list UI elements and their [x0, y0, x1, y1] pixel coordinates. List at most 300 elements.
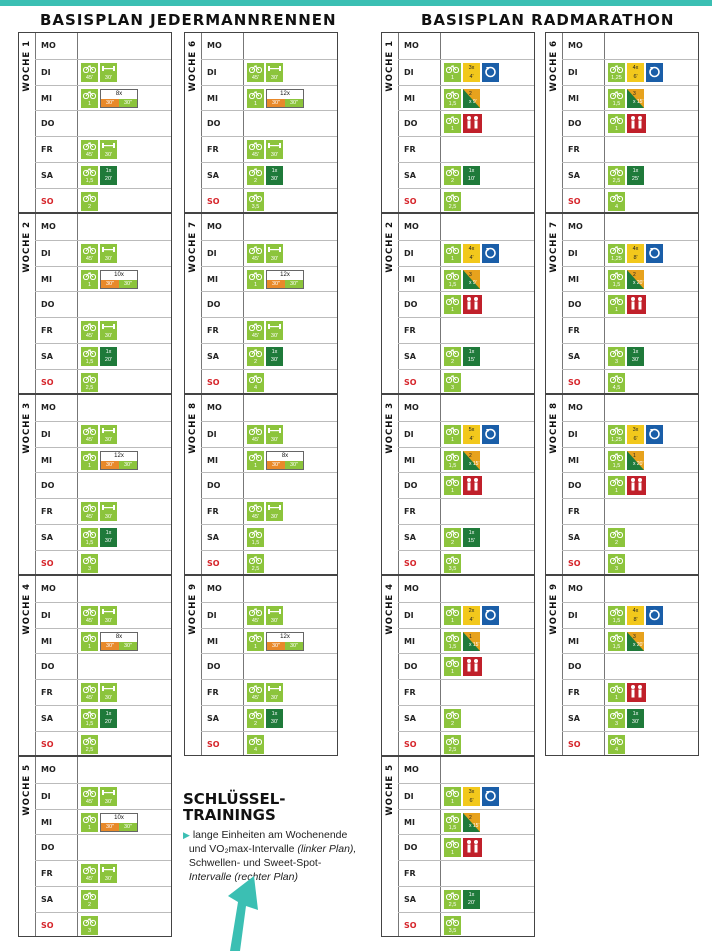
bike-ride-icon — [81, 554, 98, 573]
threshold-duration: 6' — [469, 797, 474, 804]
week-label — [546, 576, 562, 755]
day-row — [398, 783, 534, 809]
ride-duration: 1,5 — [448, 100, 457, 107]
ride-duration: 45' — [251, 436, 260, 443]
week-label — [19, 214, 35, 393]
strength-training-icon — [100, 683, 117, 702]
bike-ride-icon — [247, 270, 264, 289]
ride-duration: 1 — [87, 100, 92, 107]
day-label: SA — [404, 171, 416, 180]
day-row — [398, 162, 534, 188]
bike-ride-icon — [444, 295, 461, 314]
week-label — [185, 395, 201, 574]
recovery-loop-icon — [482, 63, 499, 82]
bike-ride-icon — [81, 244, 98, 263]
bike-ride-icon — [81, 347, 98, 366]
day-row — [398, 628, 534, 654]
group-ride-icon — [463, 657, 482, 676]
day-label: SA — [41, 895, 53, 904]
bike-ride-icon — [81, 270, 98, 289]
key-line4-em: Intervalle (rechter Plan) — [188, 871, 298, 883]
interval-on: 30" — [101, 280, 119, 288]
bike-ride-icon — [444, 166, 461, 185]
day-label: MI — [41, 817, 52, 827]
day-label: DO — [207, 119, 221, 129]
interval-block — [266, 632, 304, 651]
day-row — [201, 343, 337, 369]
block-reps: 1x — [105, 168, 112, 174]
threshold-interval-icon — [463, 425, 480, 444]
day-activities — [247, 347, 283, 367]
sweet-spot-reps: 3 — [469, 271, 472, 278]
week-box — [545, 394, 699, 575]
day-label: DI — [404, 791, 414, 801]
bike-ride-icon — [247, 451, 264, 470]
bike-ride-icon — [608, 270, 625, 289]
day-row — [35, 860, 171, 886]
day-activities — [608, 528, 625, 548]
ride-duration: 45' — [251, 617, 260, 624]
threshold-duration: 6' — [633, 73, 638, 80]
day-activities — [444, 735, 461, 755]
bike-ride-icon — [444, 735, 461, 754]
threshold-reps: 4x — [632, 607, 639, 614]
endurance-block-icon — [463, 347, 480, 366]
day-row — [398, 240, 534, 266]
endurance-block-icon — [266, 709, 283, 728]
group-ride-icon — [627, 295, 646, 314]
bike-ride-icon — [444, 890, 461, 909]
interval-block — [266, 89, 304, 108]
day-row — [562, 679, 698, 705]
strength-duration: 30' — [104, 876, 113, 883]
strength-duration: 30' — [104, 255, 113, 262]
bike-ride-icon — [81, 192, 98, 211]
day-label: DI — [207, 610, 217, 620]
day-activities — [608, 554, 625, 574]
strength-training-icon — [266, 63, 283, 82]
ride-duration: 1 — [87, 281, 92, 288]
interval-off: 30" — [119, 461, 137, 469]
day-row — [398, 472, 534, 498]
day-activities — [81, 916, 98, 936]
day-activities — [608, 192, 625, 212]
threshold-duration: 8' — [633, 254, 638, 261]
day-label: SA — [404, 714, 416, 723]
week-box — [184, 213, 338, 394]
strength-duration: 30' — [104, 333, 113, 340]
endurance-block-icon — [463, 166, 480, 185]
bike-ride-icon — [608, 192, 625, 211]
week-box — [18, 213, 172, 394]
bike-ride-icon — [608, 295, 625, 314]
bike-ride-icon — [81, 63, 98, 82]
day-label: DO — [568, 481, 582, 491]
day-activities — [81, 373, 98, 393]
day-label: MO — [404, 584, 419, 593]
top-accent-bar — [0, 0, 712, 6]
day-label: MO — [207, 222, 222, 231]
group-ride-icon — [463, 838, 482, 857]
day-activities — [608, 295, 646, 315]
strength-training-icon — [266, 140, 283, 159]
day-row — [398, 498, 534, 524]
ride-duration: 1,25 — [611, 74, 622, 81]
sweet-spot-reps: 2 — [469, 452, 472, 459]
ride-duration: 2 — [253, 178, 258, 184]
day-label: DI — [207, 429, 217, 439]
day-activities — [81, 321, 117, 341]
day-row — [398, 757, 534, 783]
day-row — [398, 912, 534, 938]
ride-duration: 1 — [450, 436, 455, 443]
ride-duration: 1,5 — [612, 462, 621, 469]
interval-block — [100, 270, 138, 289]
day-activities — [608, 166, 644, 186]
week-box — [184, 394, 338, 575]
day-activities — [81, 347, 117, 367]
day-label: SA — [41, 352, 53, 361]
strength-duration: 30' — [104, 514, 113, 521]
strength-duration: 30' — [270, 514, 279, 521]
day-label: DI — [207, 67, 217, 77]
day-activities — [247, 425, 283, 445]
bike-ride-icon — [247, 166, 264, 185]
sweet-spot-icon — [627, 270, 644, 289]
day-activities — [444, 657, 482, 677]
block-duration: 10' — [467, 176, 476, 182]
day-row — [398, 576, 534, 602]
ride-duration: 3 — [614, 565, 619, 572]
strength-training-icon — [266, 321, 283, 340]
day-activities — [247, 166, 283, 186]
bike-ride-icon — [247, 89, 264, 108]
day-activities — [247, 89, 304, 109]
day-activities — [444, 192, 461, 212]
bike-ride-icon — [81, 321, 98, 340]
strength-training-icon — [266, 502, 283, 521]
interval-off: 30" — [285, 280, 303, 288]
threshold-interval-icon — [463, 606, 480, 625]
ride-duration: 1,5 — [251, 540, 260, 546]
day-row — [35, 59, 171, 85]
day-row — [398, 343, 534, 369]
key-line2-em: (linker Plan), — [297, 843, 357, 855]
ride-duration: 45' — [85, 436, 94, 443]
day-row — [398, 447, 534, 473]
block-duration: 30' — [270, 719, 279, 725]
day-label: MI — [41, 636, 52, 646]
ride-duration: 1,5 — [85, 721, 94, 727]
endurance-block-icon — [627, 347, 644, 366]
day-activities — [444, 166, 480, 186]
interval-on: 30" — [101, 823, 119, 831]
week-label — [19, 576, 35, 755]
day-label: SA — [568, 352, 580, 361]
day-label: FR — [568, 688, 580, 698]
ride-duration: 45' — [85, 617, 94, 624]
day-activities — [81, 683, 117, 703]
strength-duration: 30' — [104, 152, 113, 159]
bike-ride-icon — [81, 735, 98, 754]
bike-ride-icon — [444, 244, 461, 263]
bike-ride-icon — [608, 709, 625, 728]
endurance-block-icon — [266, 166, 283, 185]
week-box — [184, 32, 338, 213]
day-row — [201, 395, 337, 421]
group-ride-icon — [627, 114, 646, 133]
bike-ride-icon — [444, 657, 461, 676]
day-label: FR — [404, 869, 416, 879]
interval-reps: 10x — [114, 271, 124, 278]
day-label: MI — [41, 455, 52, 465]
ride-duration: 3 — [614, 359, 619, 365]
sweet-spot-reps: 2 — [469, 814, 472, 821]
day-activities — [608, 244, 663, 264]
bike-ride-icon — [81, 451, 98, 470]
day-activities — [81, 787, 117, 807]
day-label: MO — [568, 403, 583, 412]
ride-duration: 1,5 — [85, 178, 94, 184]
day-label: SO — [568, 377, 581, 387]
day-label: FR — [41, 145, 53, 155]
day-label: FR — [41, 326, 53, 336]
day-row — [35, 214, 171, 240]
strength-training-icon — [100, 606, 117, 625]
key-line3: Schwellen- und Sweet-Spot- — [188, 857, 322, 869]
day-label: DO — [404, 481, 418, 491]
day-label: DO — [404, 662, 418, 672]
day-row — [562, 628, 698, 654]
day-row — [562, 472, 698, 498]
title-radmarathon: BASISPLAN RADMARATHON — [421, 11, 675, 29]
day-activities — [608, 683, 646, 703]
day-row — [35, 369, 171, 395]
day-row — [35, 550, 171, 576]
day-row — [201, 421, 337, 447]
day-label: SO — [568, 739, 581, 749]
bike-ride-icon — [81, 813, 98, 832]
day-activities — [247, 735, 264, 755]
day-label: FR — [568, 326, 580, 336]
day-row — [35, 886, 171, 912]
ride-duration: 1 — [450, 850, 455, 857]
ride-duration: 45' — [85, 514, 94, 521]
bike-ride-icon — [247, 373, 264, 392]
day-row — [562, 498, 698, 524]
day-activities — [247, 63, 283, 83]
ride-duration: 1 — [87, 643, 92, 650]
day-activities — [81, 63, 117, 83]
ride-duration: 45' — [251, 514, 260, 521]
interval-on: 30" — [101, 99, 119, 107]
day-activities — [608, 735, 625, 755]
day-activities — [608, 425, 663, 445]
ride-duration: 1,5 — [448, 824, 457, 831]
sweet-spot-duration: x 9' — [469, 98, 477, 105]
day-activities — [81, 890, 98, 910]
bike-ride-icon — [444, 787, 461, 806]
threshold-duration: 4' — [469, 73, 474, 80]
interval-block — [266, 270, 304, 289]
key-heading-line2: TRAININGS — [183, 806, 276, 824]
day-activities — [81, 554, 98, 574]
interval-on: 30" — [267, 642, 285, 650]
ride-duration: 2,5 — [448, 902, 457, 908]
ride-duration: 2,5 — [448, 203, 457, 210]
group-ride-icon — [463, 476, 482, 495]
strength-training-icon — [266, 244, 283, 263]
block-duration: 30' — [631, 719, 640, 725]
day-row — [562, 731, 698, 757]
day-label: SA — [568, 714, 580, 723]
block-duration: 30' — [631, 357, 640, 363]
ride-duration: 1 — [614, 695, 619, 702]
day-label: SO — [41, 377, 54, 387]
interval-reps: 10x — [114, 814, 124, 821]
day-row — [201, 33, 337, 59]
ride-duration: 2,5 — [448, 746, 457, 753]
day-row — [35, 653, 171, 679]
bike-ride-icon — [608, 373, 625, 392]
pointer-arrow-icon — [214, 876, 274, 951]
day-label: SO — [41, 196, 54, 206]
day-activities — [444, 295, 482, 315]
day-row — [201, 731, 337, 757]
key-heading-line1: SCHLÜSSEL- — [183, 790, 286, 808]
week-label-text: WOCHE 4 — [385, 583, 395, 635]
strength-duration: 30' — [104, 695, 113, 702]
day-label: MI — [207, 636, 218, 646]
week-label-text: WOCHE 7 — [549, 221, 559, 273]
interval-off: 30" — [119, 99, 137, 107]
interval-off: 30" — [119, 823, 137, 831]
ride-duration: 2 — [450, 540, 455, 546]
threshold-reps: 3x — [632, 426, 639, 433]
ride-duration: 4,5 — [612, 384, 621, 391]
ride-duration: 45' — [85, 798, 94, 805]
day-activities — [608, 347, 644, 367]
threshold-interval-icon — [463, 787, 480, 806]
endurance-block-icon — [463, 890, 480, 909]
interval-reps: 8x — [115, 633, 123, 640]
day-label: DO — [41, 662, 55, 672]
ride-duration: 3 — [614, 721, 619, 727]
sweet-spot-duration: x 15' — [633, 98, 644, 105]
day-row — [398, 214, 534, 240]
strength-training-icon — [100, 244, 117, 263]
day-label: MO — [568, 41, 583, 50]
bike-ride-icon — [247, 140, 264, 159]
day-label: FR — [207, 326, 219, 336]
bike-ride-icon — [608, 114, 625, 133]
day-row — [35, 783, 171, 809]
bike-ride-icon — [444, 192, 461, 211]
week-box — [18, 394, 172, 575]
day-row — [398, 860, 534, 886]
day-label: SA — [568, 171, 580, 180]
day-label: SA — [41, 171, 53, 180]
week-box — [381, 394, 535, 575]
threshold-reps: 4x — [632, 64, 639, 71]
day-row — [201, 472, 337, 498]
day-activities — [81, 89, 138, 109]
strength-duration: 30' — [270, 695, 279, 702]
bike-ride-icon — [608, 632, 625, 651]
day-activities — [81, 451, 138, 471]
day-activities — [247, 140, 283, 160]
day-row — [201, 188, 337, 214]
day-activities — [247, 709, 283, 729]
bike-ride-icon — [608, 554, 625, 573]
day-label: MO — [41, 403, 56, 412]
block-duration: 30' — [270, 176, 279, 182]
day-row — [562, 110, 698, 136]
interval-on: 30" — [101, 461, 119, 469]
interval-on: 30" — [267, 461, 285, 469]
day-activities — [247, 244, 283, 264]
week-label-text: WOCHE 5 — [385, 764, 395, 816]
ride-duration: 1,5 — [448, 462, 457, 469]
strength-duration: 30' — [104, 617, 113, 624]
day-activities — [247, 502, 283, 522]
block-reps: 1x — [632, 711, 639, 717]
week-box — [18, 575, 172, 756]
block-reps: 1x — [468, 349, 475, 355]
bike-ride-icon — [444, 838, 461, 857]
day-row — [562, 705, 698, 731]
strength-training-icon — [266, 606, 283, 625]
day-row — [35, 266, 171, 292]
day-label: SO — [41, 739, 54, 749]
ride-duration: 1,5 — [612, 100, 621, 107]
title-jedermann: BASISPLAN JEDERMANNRENNEN — [40, 11, 337, 29]
strength-duration: 30' — [104, 436, 113, 443]
day-row — [562, 395, 698, 421]
day-row — [562, 214, 698, 240]
sweet-spot-duration: x 20' — [633, 460, 644, 467]
day-row — [398, 421, 534, 447]
day-activities — [247, 683, 283, 703]
ride-duration: 1,5 — [85, 359, 94, 365]
bike-ride-icon — [81, 502, 98, 521]
day-row — [35, 731, 171, 757]
ride-duration: 2 — [450, 359, 455, 365]
day-activities — [444, 373, 461, 393]
day-label: MI — [404, 455, 415, 465]
sweet-spot-icon — [463, 89, 480, 108]
week-label — [382, 576, 398, 755]
bike-ride-icon — [247, 606, 264, 625]
day-activities — [444, 476, 482, 496]
week-label — [382, 395, 398, 574]
interval-block — [266, 451, 304, 470]
group-ride-icon — [463, 114, 482, 133]
block-duration: 20' — [467, 900, 476, 906]
day-activities — [81, 606, 117, 626]
day-label: SA — [207, 171, 219, 180]
strength-training-icon — [100, 787, 117, 806]
day-label: FR — [41, 869, 53, 879]
day-activities — [444, 89, 480, 109]
strength-training-icon — [100, 63, 117, 82]
threshold-reps: 4x — [632, 245, 639, 252]
week-box — [18, 756, 172, 937]
day-label: MI — [404, 274, 415, 284]
day-row — [398, 188, 534, 214]
bike-ride-icon — [81, 425, 98, 444]
day-activities — [247, 451, 304, 471]
